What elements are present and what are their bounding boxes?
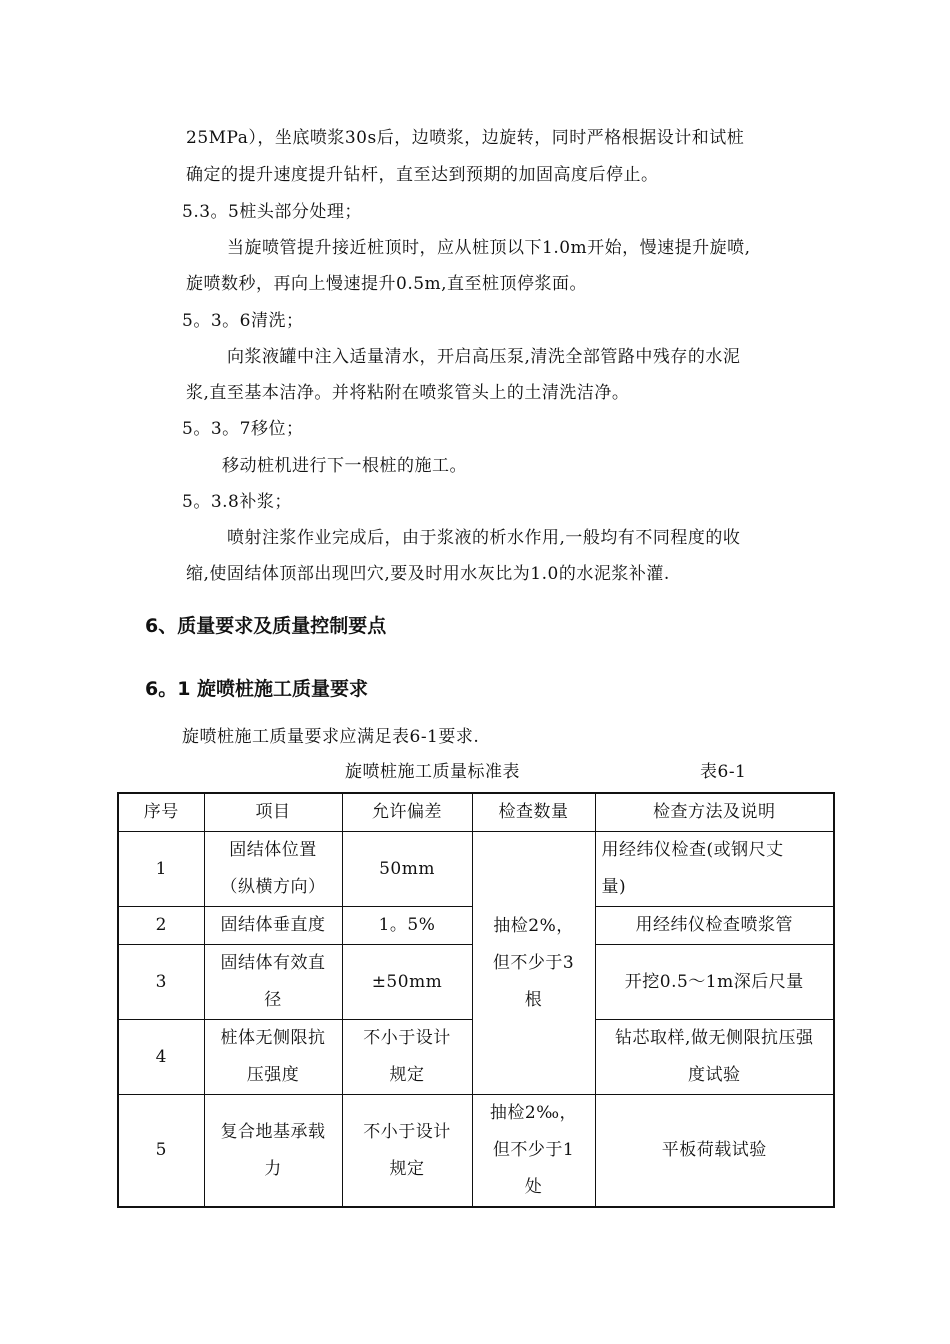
cell-tolerance: 不小于设计 规定 [342, 1020, 472, 1095]
cell-item: 固结体垂直度 [204, 907, 342, 945]
section-6-1-heading: 6。1 旋喷桩施工质量要求 [145, 678, 369, 700]
body-text-line: 旋喷数秒，再向上慢速提升0.5m,直至桩顶停浆面。 [186, 274, 588, 294]
cell-tolerance: 不小于设计 规定 [342, 1095, 472, 1208]
cell-method: 钻芯取样,做无侧限抗压强 度试验 [595, 1020, 834, 1095]
table-number: 表6-1 [700, 762, 747, 782]
cell-item: 固结体位置 （纵横方向） [204, 832, 342, 907]
table-intro-text: 旋喷桩施工质量要求应满足表6-1要求. [182, 727, 480, 747]
section-5-3-6-heading: 5。3。6清洗； [182, 311, 304, 331]
body-text-line: 缩,使固结体顶部出现凹穴,要及时用水灰比为1.0的水泥浆补灌. [186, 564, 670, 584]
cell-no: 2 [118, 907, 204, 945]
section-5-3-7-heading: 5。3。7移位； [182, 419, 304, 439]
cell-item: 固结体有效直 径 [204, 945, 342, 1020]
body-text-line: 喷射注浆作业完成后，由于浆液的析水作用,一般均有不同程度的收 [227, 528, 741, 548]
cell-tolerance: 1。5% [342, 907, 472, 945]
table-row [118, 1095, 834, 1208]
section-6-heading: 6、质量要求及质量控制要点 [145, 615, 387, 637]
cell-quantity: 抽检2‰， 但不少于1 处 [472, 1095, 595, 1208]
header-no: 序号 [118, 793, 204, 832]
cell-no: 1 [118, 832, 204, 907]
body-text-line: 当旋喷管提升接近桩顶时，应从桩顶以下1.0m开始，慢速提升旋喷, [227, 238, 751, 258]
cell-method: 用经纬仪检查(或钢尺丈 量) [595, 832, 834, 907]
cell-method: 开挖0.5～1m深后尺量 [595, 945, 834, 1020]
cell-tolerance: 50mm [342, 832, 472, 907]
table-title: 旋喷桩施工质量标准表 [345, 762, 520, 782]
body-text-line: 浆,直至基本洁净。并将粘附在喷浆管头上的土清洗洁净。 [186, 383, 630, 403]
cell-method: 平板荷载试验 [595, 1095, 834, 1208]
table-header-row [118, 793, 834, 832]
cell-quantity-group: 抽检2%， 但不少于3 根 [472, 832, 595, 1095]
body-text-line: 向浆液罐中注入适量清水，开启高压泵,清洗全部管路中残存的水泥 [227, 347, 741, 367]
body-text-line: 移动桩机进行下一根桩的施工。 [222, 456, 467, 476]
header-quantity: 检查数量 [472, 793, 595, 832]
cell-item: 桩体无侧限抗 压强度 [204, 1020, 342, 1095]
section-5-3-8-heading: 5。3.8补浆； [182, 492, 292, 512]
cell-no: 3 [118, 945, 204, 1020]
cell-item: 复合地基承载 力 [204, 1095, 342, 1208]
header-item: 项目 [204, 793, 342, 832]
header-method: 检查方法及说明 [595, 793, 834, 832]
header-tolerance: 允许偏差 [342, 793, 472, 832]
section-5-3-5-heading: 5.3。5桩头部分处理； [182, 202, 362, 222]
cell-no: 4 [118, 1020, 204, 1095]
quality-standard-table [117, 792, 835, 1208]
table-row [118, 832, 834, 907]
cell-method: 用经纬仪检查喷浆管 [595, 907, 834, 945]
cell-tolerance: ±50mm [342, 945, 472, 1020]
body-text-line: 25MPa），坐底喷浆30s后，边喷浆，边旋转，同时严格根据设计和试桩 [186, 128, 745, 148]
cell-no: 5 [118, 1095, 204, 1208]
body-text-line: 确定的提升速度提升钻杆，直至达到预期的加固高度后停止。 [186, 165, 659, 185]
